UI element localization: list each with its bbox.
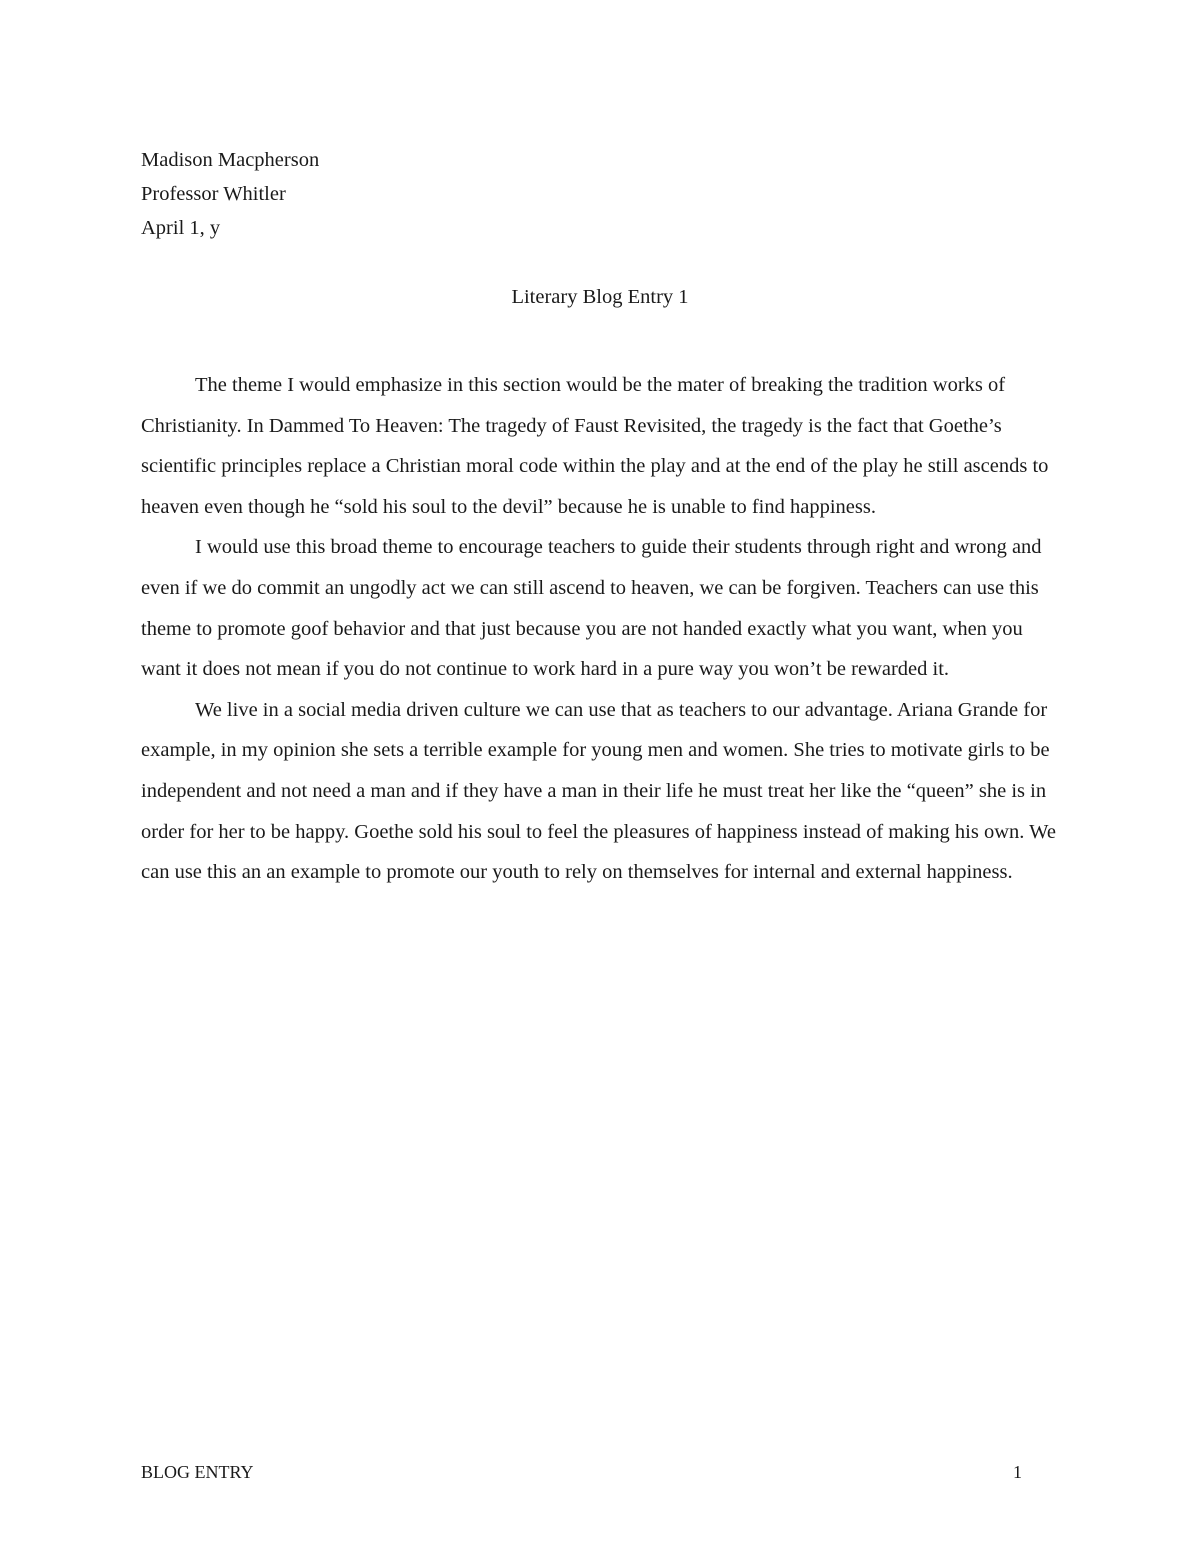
mla-heading <box>141 143 319 245</box>
footer-running-head: BLOG ENTRY <box>141 1462 254 1482</box>
paragraph: The theme I would emphasize in this section would be the mater of breaking the tradition works of Christianity. In Dammed To Heaven: The tragedy of Faust Revisited, the tragedy is the fact that Goethe’s scientific principles replace a Christian moral code within the play and at the end of the play he still ascends to heaven even though he “sold his soul to the devil” because he is unable to find happiness. <box>141 374 1049 518</box>
date-line: April 1, y <box>141 217 221 239</box>
footer-page-number: 1 <box>1013 1462 1022 1482</box>
document-title: Literary Blog Entry 1 <box>511 286 689 308</box>
paragraph: We live in a social media driven culture we can use that as teachers to our advantage. Ariana Grande for example, in my opinion she sets a terrible example for young men and women. She tries to motivate girls to be independent and not need a man and if they have a man in their life he must treat her like the “queen” she is in order for her to be happy. Goethe sold his soul to feel the pleasures of happiness instead of making his own. We can use this an an example to promote our youth to rely on themselves for internal and external happiness. <box>141 698 1056 884</box>
paragraph: I would use this broad theme to encourage teachers to guide their students through right and wrong and even if we do commit an ungodly act we can still ascend to heaven, we can be forgiven. Teachers can use this theme to promote goof behavior and that just because you are not handed exactly what you want, when you want it does not mean if you do not continue to work hard in a pure way you won’t be rewarded it. <box>141 536 1042 681</box>
body-text <box>141 365 1061 893</box>
author-name: Madison Macpherson <box>141 149 320 171</box>
professor-name: Professor Whitler <box>141 183 286 205</box>
